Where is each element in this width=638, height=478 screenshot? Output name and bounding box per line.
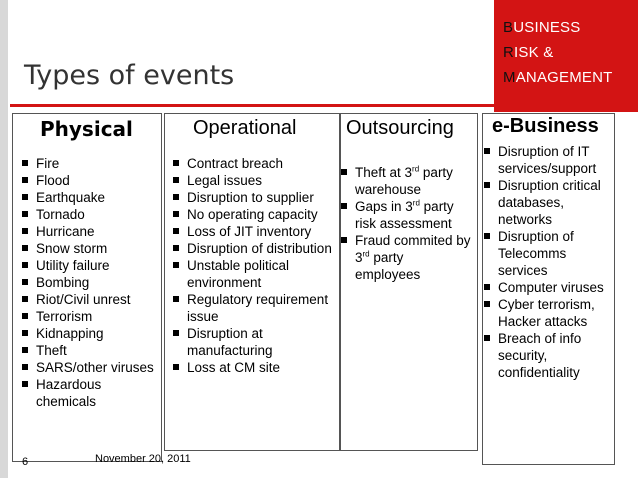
list-item: Loss at CM site — [173, 359, 338, 376]
left-side-bar — [0, 0, 8, 478]
brand-line-business — [503, 19, 580, 36]
list-item: Contract breach — [173, 155, 338, 172]
list-item: SARS/other viruses — [22, 359, 162, 376]
footer-date: November 20, 2011 — [95, 453, 191, 465]
list-item: Fire — [22, 155, 162, 172]
brand-initial: M — [503, 69, 516, 86]
list-item: Legal issues — [173, 172, 338, 189]
list-item: Theft — [22, 342, 162, 359]
list-item: Hazardous chemicals — [22, 376, 162, 410]
operational-heading: Operational — [193, 117, 297, 139]
list-item: No operating capacity — [173, 206, 338, 223]
list-item: Kidnapping — [22, 325, 162, 342]
list-item: Utility failure — [22, 257, 162, 274]
list-item: Cyber terrorism, Hacker attacks — [484, 296, 614, 330]
list-item: Flood — [22, 172, 162, 189]
list-item: Fraud commited by 3rd party employees — [341, 232, 471, 283]
list-item: Disruption at manufacturing — [173, 325, 338, 359]
ebusiness-heading: e-Business — [492, 115, 599, 137]
page-number: 6 — [22, 456, 29, 468]
brand-initial: R — [503, 44, 515, 61]
ebusiness-list — [484, 143, 614, 381]
list-item: Unstable political environment — [173, 257, 338, 291]
list-item: Theft at 3rd party warehouse — [341, 164, 471, 198]
physical-list — [22, 155, 162, 410]
outsourcing-heading: Outsourcing — [346, 117, 454, 139]
list-item: Riot/Civil unrest — [22, 291, 162, 308]
list-item: Breach of info security, confidentiality — [484, 330, 614, 381]
brand-word: ISK & — [514, 44, 554, 61]
operational-list — [173, 155, 338, 376]
title-underline — [10, 104, 638, 107]
slide-title: Types of events — [24, 60, 235, 91]
list-item: Terrorism — [22, 308, 162, 325]
list-item: Disruption critical databases, networks — [484, 177, 614, 228]
list-item: Regulatory requirement issue — [173, 291, 338, 325]
list-item: Computer viruses — [484, 279, 614, 296]
list-item: Loss of JIT inventory — [173, 223, 338, 240]
list-item: Hurricane — [22, 223, 162, 240]
outsourcing-list — [341, 164, 471, 283]
brand-word: ANAGEMENT — [515, 69, 613, 86]
list-item: Tornado — [22, 206, 162, 223]
list-item: Gaps in 3rd party risk assessment — [341, 198, 471, 232]
brand-initial: B — [503, 19, 514, 36]
brand-line-management — [503, 69, 613, 86]
list-item: Disruption to supplier — [173, 189, 338, 206]
brand-line-risk — [503, 44, 553, 61]
list-item: Disruption of Telecomms services — [484, 228, 614, 279]
list-item: Earthquake — [22, 189, 162, 206]
brand-word: USINESS — [513, 19, 581, 36]
list-item: Disruption of IT services/support — [484, 143, 614, 177]
physical-heading: Physical — [40, 117, 133, 141]
list-item: Bombing — [22, 274, 162, 291]
list-item: Snow storm — [22, 240, 162, 257]
list-item: Disruption of distribution — [173, 240, 338, 257]
